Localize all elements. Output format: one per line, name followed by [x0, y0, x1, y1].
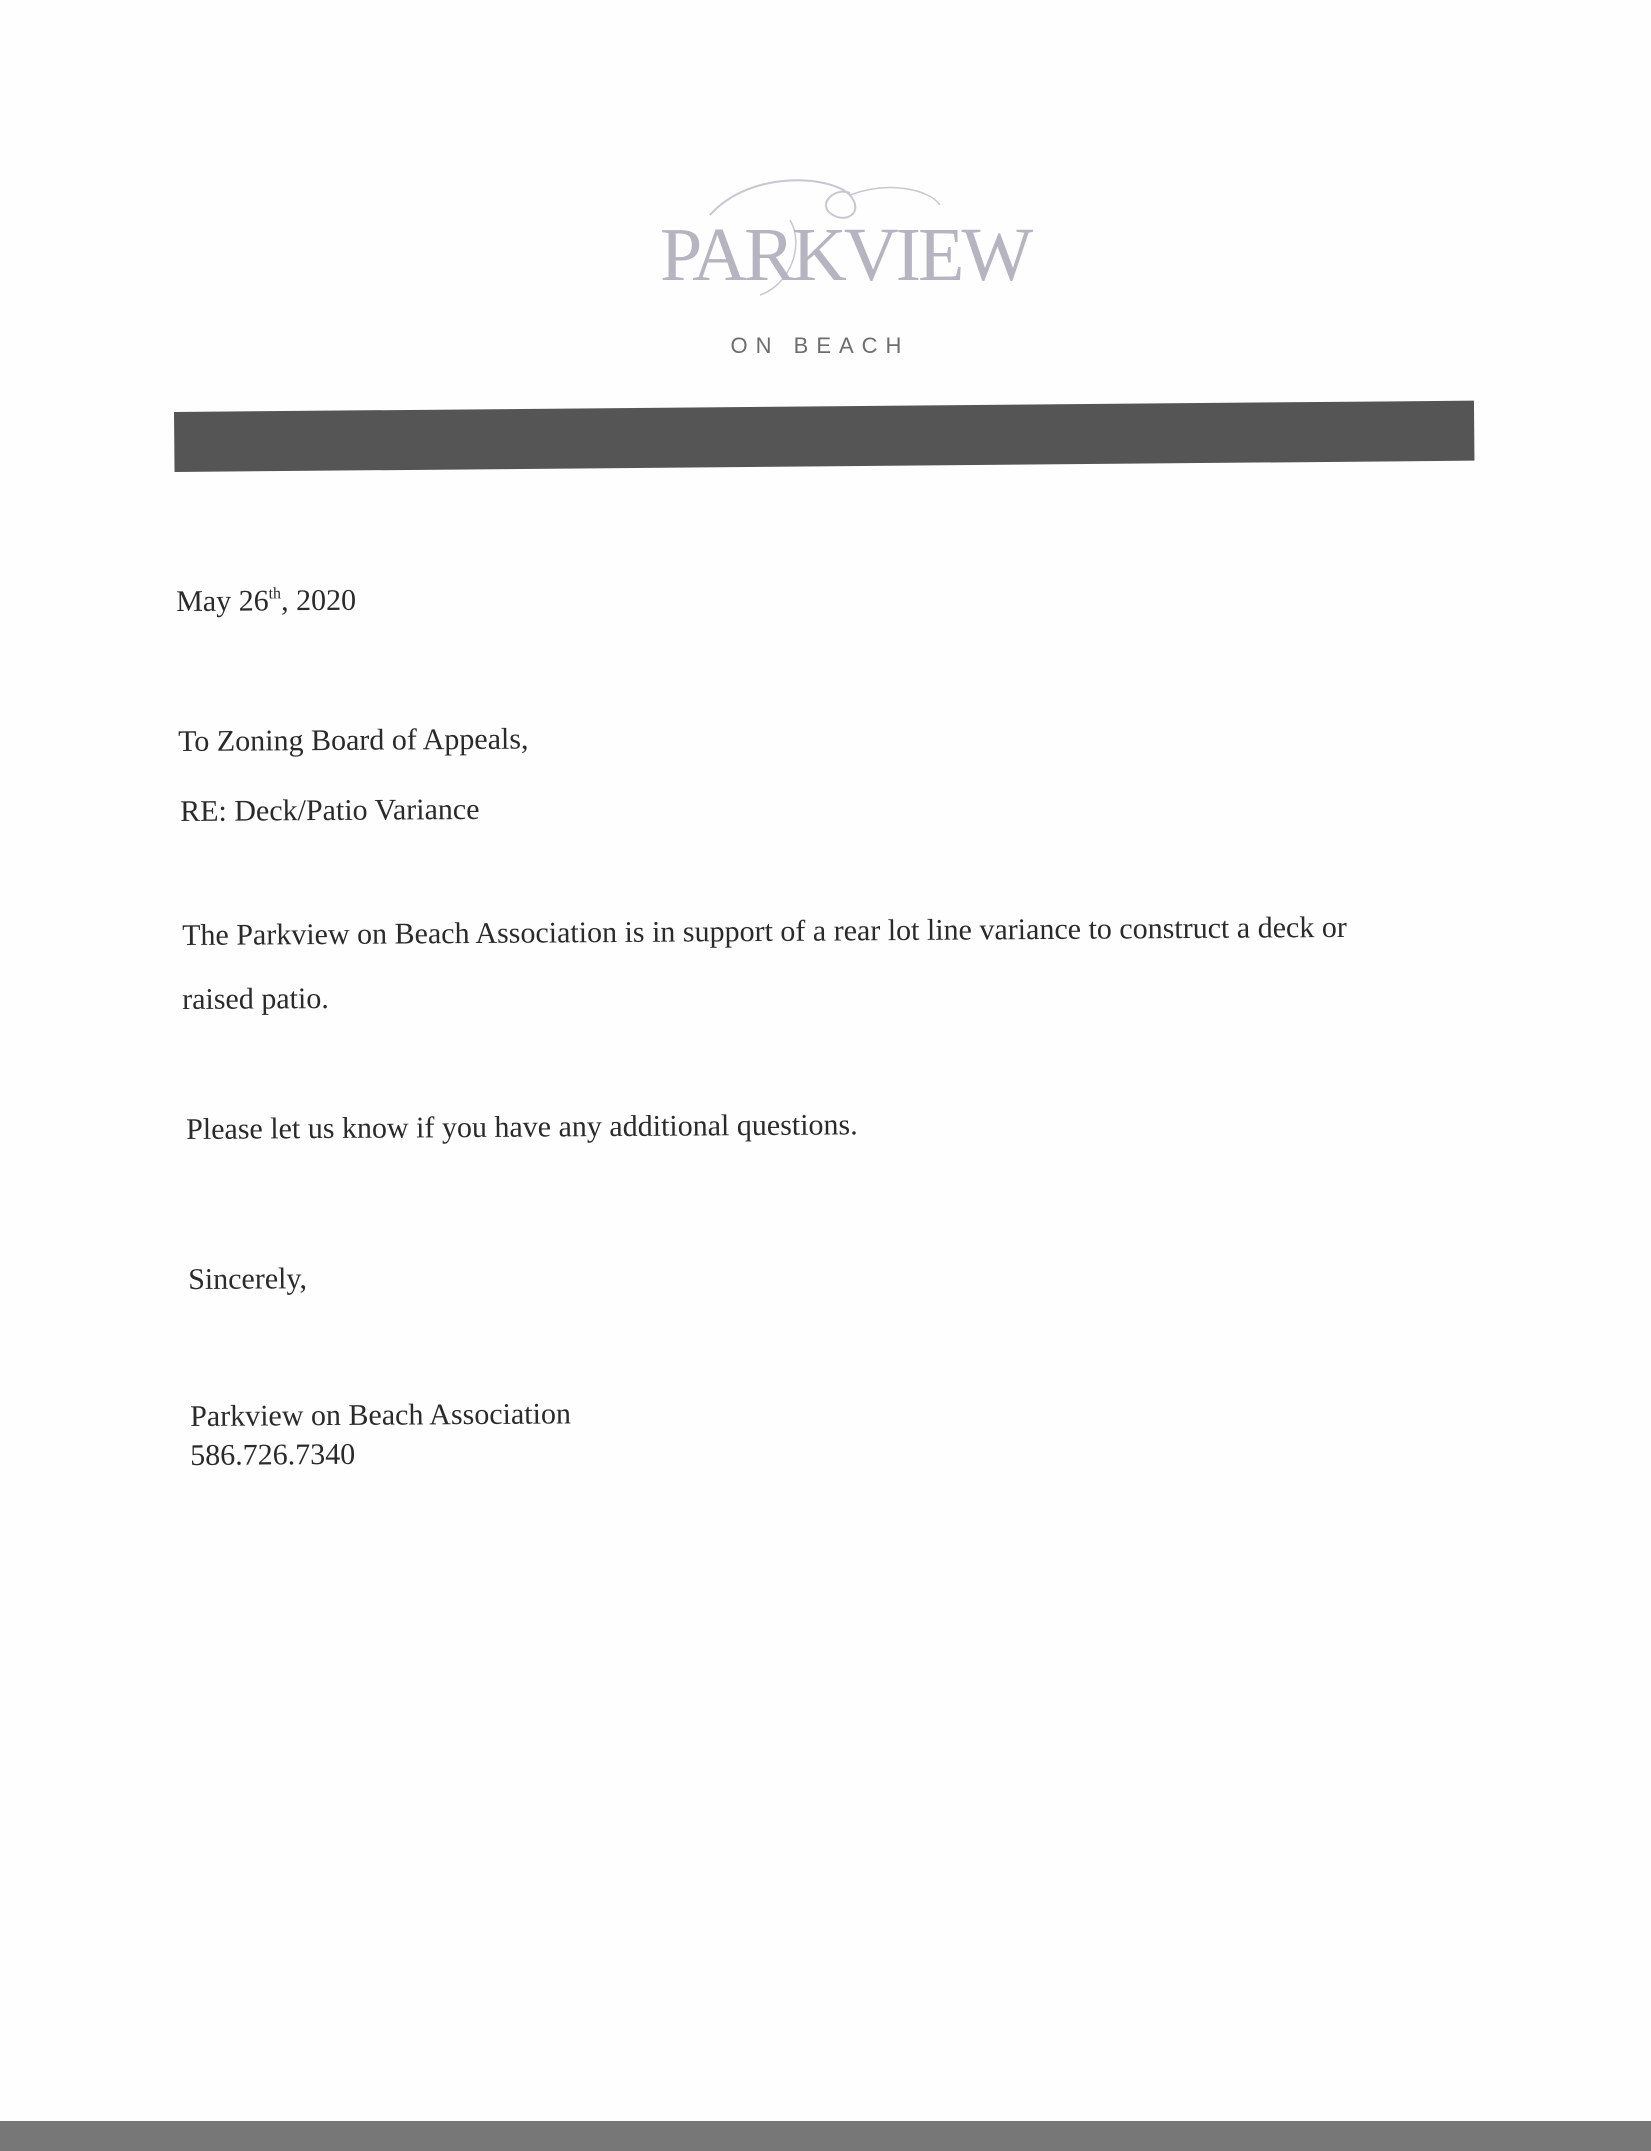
- signature-phone: 586.726.7340: [190, 1437, 356, 1472]
- closing: Sincerely,: [188, 1262, 308, 1296]
- salutation: To Zoning Board of Appeals,: [178, 722, 529, 758]
- date-month-day: May 26: [176, 584, 269, 618]
- parkview-logo: [640, 175, 1031, 365]
- date-suffix: th: [268, 585, 282, 603]
- scan-edge-bar: [0, 2121, 1651, 2151]
- subject-line: RE: Deck/Patio Variance: [180, 792, 480, 828]
- header-rule: [174, 401, 1474, 472]
- date-year: , 2020: [280, 583, 357, 618]
- logo-subtitle: ON BEACH: [730, 333, 910, 358]
- logo-wordmark: PARKVIEW: [660, 213, 1031, 297]
- question-line: Please let us know if you have any additional questions.: [186, 1108, 858, 1146]
- body-line-2: raised patio.: [182, 981, 329, 1016]
- signature-name: Parkview on Beach Association: [190, 1397, 572, 1433]
- letter-date: [176, 581, 356, 621]
- body-line-1: The Parkview on Beach Association is in support of a rear lot line variance to construct a deck or: [182, 910, 1347, 952]
